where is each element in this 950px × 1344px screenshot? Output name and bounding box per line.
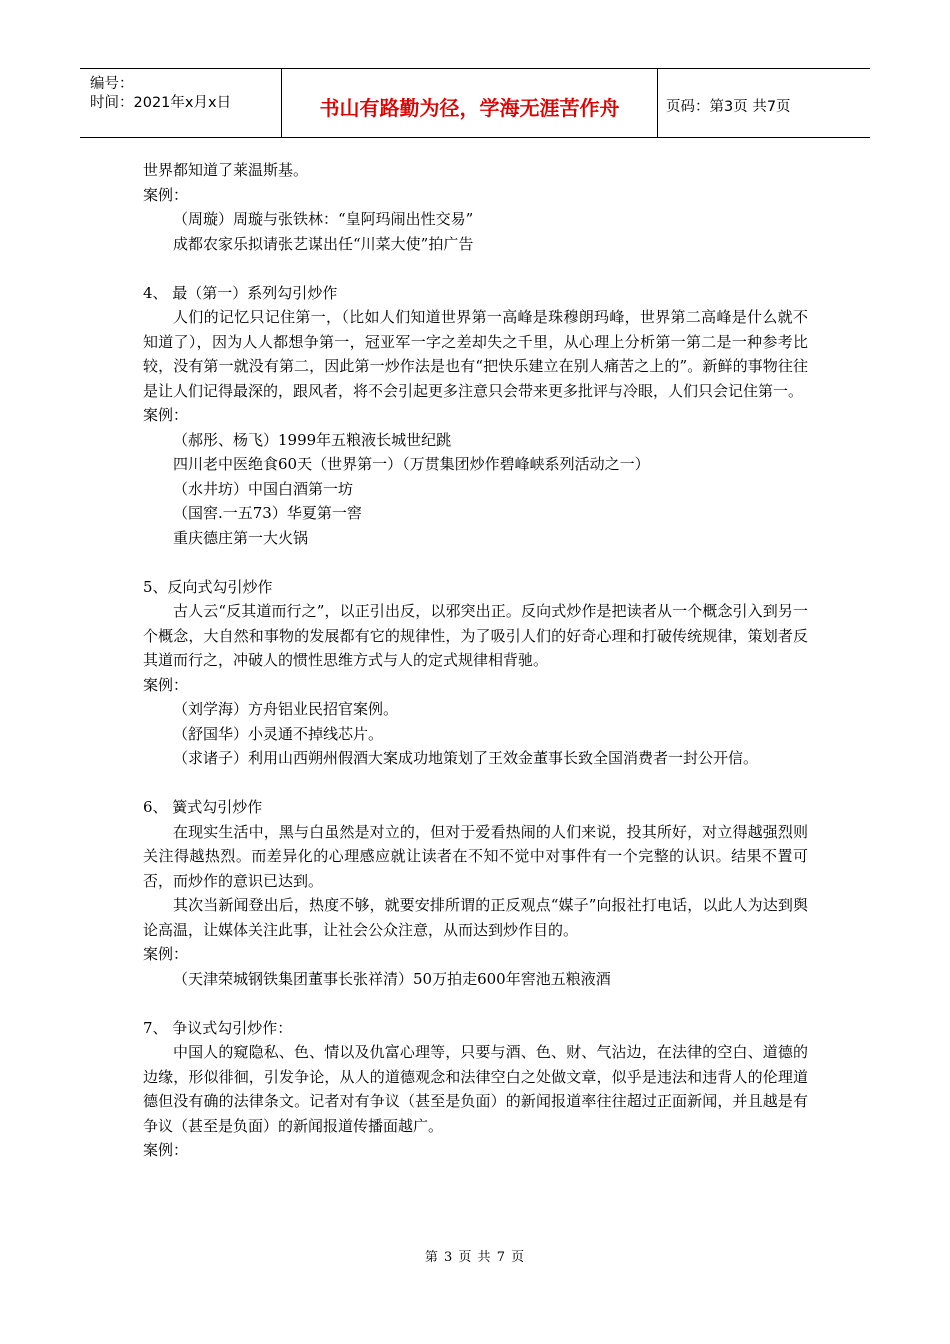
paragraph: 古人云“反其道而行之”，以正引出反，以邪突出正。反向式炒作是把读者从一个概念引入到另一个概念，大自然和事物的发展都有它的规律性，为了吸引人们的好奇心理和打破传统规律，策划者反其道而行之，冲破人的惯性思维方式与人的定式规律相背驰。 (143, 602, 808, 669)
section-title: 4、 最（第一）系列勾引炒作 (143, 283, 338, 302)
section-title: 7、 争议式勾引炒作： (143, 1018, 293, 1037)
case-item: （水井坊）中国白酒第一坊 (173, 479, 354, 498)
case-label: 案例： (143, 406, 189, 424)
paragraph: 中国人的窥隐私、色、情以及仇富心理等，只要与酒、色、财、气沾边，在法律的空白、道德的边缘，形似徘徊，引发争论，从人的道德观念和法律空白之处做文章，似乎是违法和违背人的伦理道德但没有确的法律条文。记者对有争议（甚至是负面）的新闻报道率往往超过正面新闻，并且越是有争议（甚至是负面）的新闻报道传播面越广。 (143, 1043, 808, 1135)
page-info: 页码：第3页 共7页 (666, 98, 791, 115)
text-line: 世界都知道了莱温斯基。 (143, 161, 309, 179)
date-label: 时间：2021年x月x日 (90, 95, 232, 111)
case-item: （舒国华）小灵通不掉线芯片。 (173, 724, 384, 743)
page-footer: 第 3 页 共 7 页 (424, 1250, 526, 1265)
number-label: 编号： (90, 76, 134, 92)
paragraph: 其次当新闻登出后，热度不够，就要安排所谓的正反观点“媒子”向报社打电话，以此人为达到舆论高温，让媒体关注此事，让社会公众注意，从而达到炒作目的。 (143, 896, 808, 939)
paragraph: 在现实生活中，黑与白虽然是对立的，但对于爱看热闹的人们来说，投其所好，对立得越强烈则关注得越热烈。而差异化的心理感应就让读者在不知不觉中对事件有一个完整的认识。结果不置可否，而炒作的意识已达到。 (143, 822, 808, 890)
header-meta (80, 69, 282, 137)
case-item: （周璇）周璇与张铁林：“皇阿玛闹出性交易” (173, 210, 474, 228)
paragraph: 人们的记忆只记住第一，（比如人们知道世界第一高峰是珠穆朗玛峰，世界第二高峰是什么就不知道了），因为人人都想争第一，冠亚军一字之差却失之千里，从心理上分析第一第二是一种参考比较，没有第一就没有第二，因此第一炒作法是也有“把快乐建立在别人痛苦之上的”。新鲜的事物往往是让人们记得最深的，跟风者，将不会引起更多注意只会带来更多批评与冷眼，人们只会记住第一。 (143, 308, 808, 400)
page-header (80, 68, 870, 138)
case-item: （求诸子）利用山西朔州假酒大案成功地策划了王效金董事长致全国消费者一封公开信。 (173, 749, 759, 767)
case-item: 四川老中医绝食60天（世界第一）（万贯集团炒作碧峰峡系列活动之一） (173, 455, 650, 473)
motto: 书山有路勤为径，学海无涯苦作舟 (282, 69, 658, 137)
case-label: 案例： (143, 945, 189, 963)
section-title: 6、 簧式勾引炒作 (143, 798, 263, 816)
case-label: 案例： (143, 1141, 189, 1159)
document-body (143, 158, 808, 1163)
case-item: （国窖.一五73）华夏第一窖 (173, 504, 362, 522)
case-item: 成都农家乐拟请张艺谋出任“川菜大使”拍广告 (173, 234, 474, 253)
case-label: 案例： (143, 675, 189, 694)
case-item: （刘学海）方舟铝业民招官案例。 (173, 700, 399, 718)
case-item: （天津荣城钢铁集团董事长张祥清）50万拍走600年窖池五粮液酒 (173, 969, 611, 988)
case-item: 重庆德庄第一大火锅 (173, 528, 309, 547)
section-title: 5、反向式勾引炒作 (143, 577, 273, 596)
case-item: （郝彤、杨飞）1999年五粮液长城世纪跳 (173, 430, 452, 449)
case-label: 案例： (143, 185, 189, 204)
